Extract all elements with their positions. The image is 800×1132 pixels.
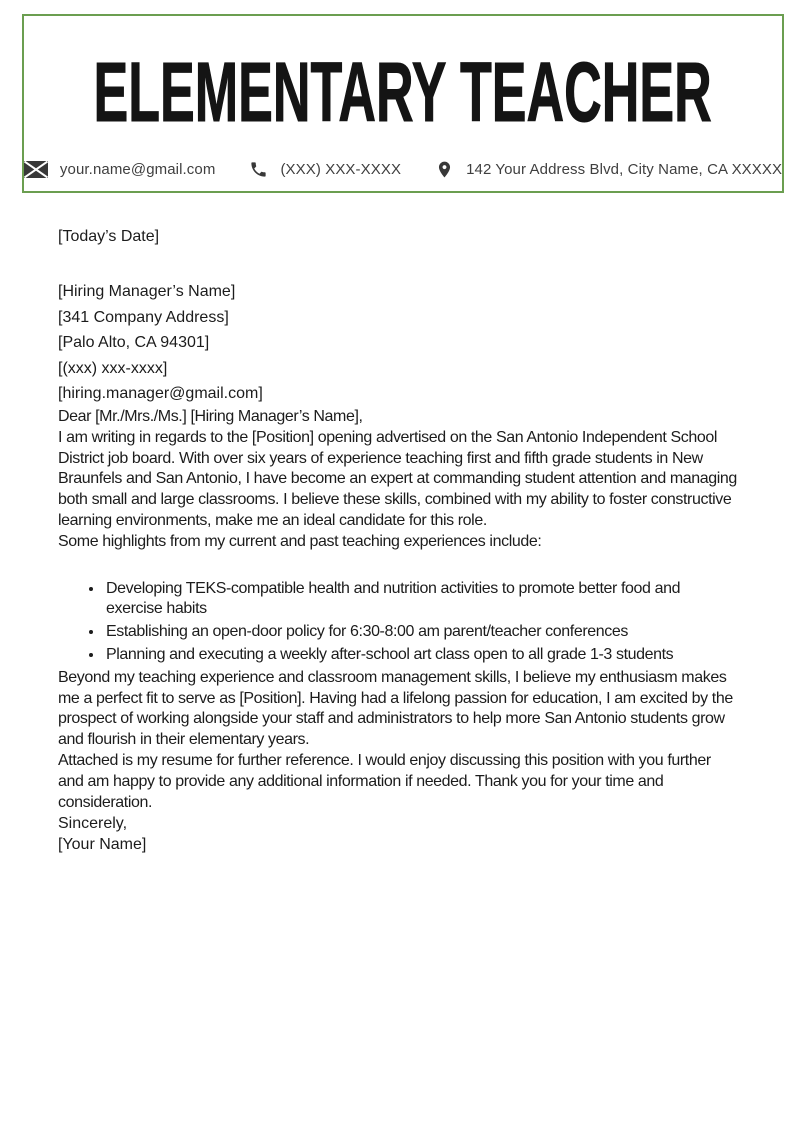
contact-email	[24, 161, 216, 178]
highlight-text: Establishing an open-door policy for 6:30-8:00 am parent/teacher conferences	[106, 623, 628, 641]
salutation: Dear [Mr./Mrs./Ms.] [Hiring Manager’s Name],	[58, 407, 363, 425]
letter-date: [Today’s Date]	[58, 228, 160, 245]
location-icon	[435, 160, 454, 179]
recipient-email: [hiring.manager@gmail.com]	[58, 385, 263, 403]
email-icon	[24, 161, 48, 178]
paragraph-beyond: Beyond my teaching experience and classroom management skills, I believe my enthusiasm makes me a perfect fit to serve as [Position]. Having had a lifelong passion for education, I am excited by the prospect of working alongside your staff and administrators to help more San Antonio students grow and flourish in their elementary years.	[58, 668, 733, 749]
signoff: Sincerely,	[58, 815, 128, 833]
page-title: ELEMENTARY TEACHER	[93, 45, 713, 139]
contact-phone	[249, 160, 401, 179]
letter-header	[22, 14, 784, 193]
highlights-list	[58, 579, 740, 666]
list-item	[104, 579, 740, 621]
highlight-text: Planning and executing a weekly after-school art class open to all grade 1-3 students	[106, 645, 674, 663]
paragraph-highlights-intro: Some highlights from my current and past teaching experiences include:	[58, 532, 542, 550]
contact-phone-text: (XXX) XXX-XXXX	[280, 161, 402, 178]
list-item	[104, 622, 740, 643]
signature-name: [Your Name]	[58, 836, 147, 854]
highlight-text: Developing TEKS-compatible health and nutrition activities to promote better food and exercise habits	[106, 579, 681, 618]
recipient-block	[58, 279, 740, 407]
phone-icon	[249, 160, 268, 179]
contact-row	[24, 160, 782, 179]
paragraph-attached: Attached is my resume for further reference. I would enjoy discussing this position with you further and am happy to provide any additional information if needed. Thank you for your time and consideration.	[58, 751, 711, 811]
contact-address-text: 142 Your Address Blvd, City Name, CA XXXXX	[466, 161, 783, 178]
contact-address	[435, 160, 782, 179]
recipient-address: [341 Company Address]	[58, 308, 229, 326]
list-item	[104, 645, 740, 666]
recipient-city: [Palo Alto, CA 94301]	[58, 334, 210, 352]
recipient-phone: [(xxx) xxx-xxxx]	[58, 359, 168, 377]
contact-email-text: your.name@gmail.com	[59, 161, 216, 178]
paragraph-intro: I am writing in regards to the [Position] opening advertised on the San Antonio Independent School District job board. With over six years of experience teaching first and fifth grade students in New Braunfels and San Antonio, I have become an expert at commanding student attention and managing both small and large classrooms. I believe these skills, combined with my ability to foster constructive learning environments, make me an ideal candidate for this role.	[58, 428, 737, 529]
recipient-name: [Hiring Manager’s Name]	[58, 283, 236, 300]
